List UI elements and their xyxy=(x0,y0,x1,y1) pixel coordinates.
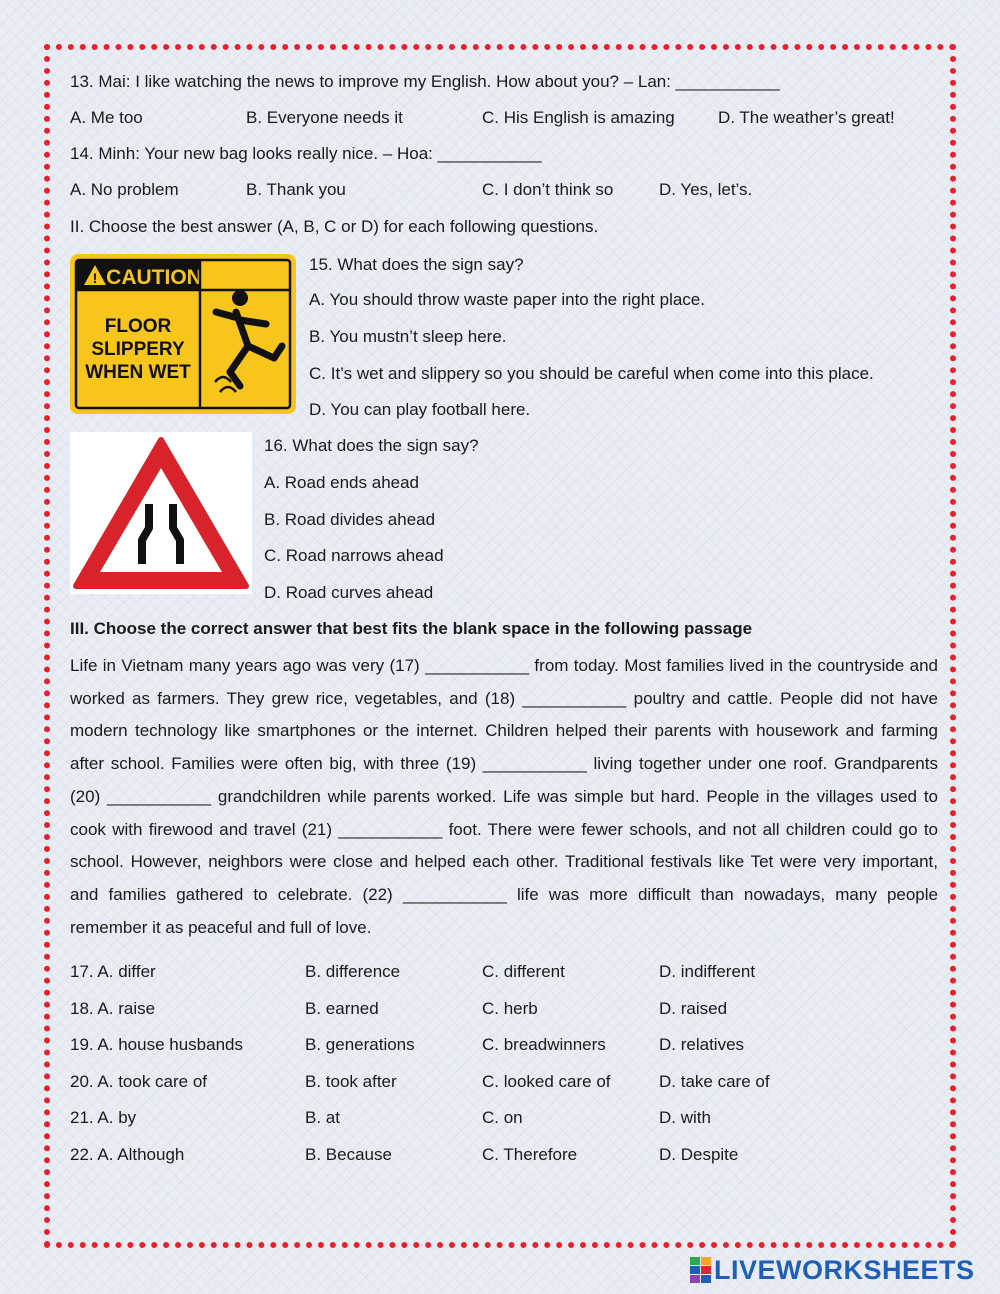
liveworksheets-logo[interactable] xyxy=(690,1253,975,1287)
q15-option-b[interactable]: B. You mustn’t sleep here. xyxy=(309,327,507,346)
q16-option-d[interactable]: D. Road curves ahead xyxy=(264,583,434,602)
q22-option-c[interactable]: C. Therefore xyxy=(482,1145,578,1164)
q18-option-d[interactable]: D. raised xyxy=(659,999,728,1018)
q21-option-d[interactable]: D. with xyxy=(659,1108,711,1127)
q16-option-b[interactable]: B. Road divides ahead xyxy=(264,510,436,529)
q14-option-c[interactable]: C. I don’t think so xyxy=(482,180,614,199)
sign-caution-header: CAUTION xyxy=(106,266,202,289)
sign-text-line-3: WHEN WET xyxy=(85,362,191,383)
q17-option-b[interactable]: B. difference xyxy=(305,962,401,981)
q20-option-a[interactable]: 20. A. took care of xyxy=(70,1072,208,1091)
q19-option-c[interactable]: C. breadwinners xyxy=(482,1035,606,1054)
q21-option-a[interactable]: 21. A. by xyxy=(70,1108,137,1127)
sign-text-line-2: SLIPPERY xyxy=(91,339,185,360)
q22-option-b[interactable]: B. Because xyxy=(305,1145,392,1164)
q21-option-c[interactable]: C. on xyxy=(482,1108,523,1127)
q21-option-b[interactable]: B. at xyxy=(305,1108,340,1127)
q13-option-b[interactable]: B. Everyone needs it xyxy=(246,108,403,127)
question-14-prompt: 14. Minh: Your new bag looks really nice. – Hoa: ___________ xyxy=(70,144,542,163)
question-13-prompt: 13. Mai: I like watching the news to improve my English. How about you? – Lan: ___________ xyxy=(70,72,780,91)
q20-option-b[interactable]: B. took after xyxy=(305,1072,397,1091)
sign-text-line-1: FLOOR xyxy=(104,316,172,337)
q14-option-b[interactable]: B. Thank you xyxy=(246,180,346,199)
q19-option-a[interactable]: 19. A. house husbands xyxy=(70,1035,243,1054)
q19-option-d[interactable]: D. relatives xyxy=(659,1035,745,1054)
road-narrows-sign xyxy=(70,432,252,594)
q14-option-d[interactable]: D. Yes, let’s. xyxy=(659,180,753,199)
caution-floor-slippery-sign xyxy=(70,254,296,414)
question-15-prompt: 15. What does the sign say? xyxy=(309,255,524,274)
q22-option-d[interactable]: D. Despite xyxy=(659,1145,739,1164)
q13-option-d[interactable]: D. The weather’s great! xyxy=(718,108,895,127)
q17-option-a[interactable]: 17. A. differ xyxy=(70,962,156,981)
question-16-prompt: 16. What does the sign say? xyxy=(264,436,479,455)
svg-text:!: ! xyxy=(92,270,98,286)
q20-option-c[interactable]: C. looked care of xyxy=(482,1072,611,1091)
q20-option-d[interactable]: D. take care of xyxy=(659,1072,770,1091)
q15-option-a[interactable]: A. You should throw waste paper into the right place. xyxy=(309,290,705,309)
q15-option-c[interactable]: C. It’s wet and slippery so you should be careful when come into this place. xyxy=(309,364,874,383)
q19-option-b[interactable]: B. generations xyxy=(305,1035,415,1054)
q13-option-c[interactable]: C. His English is amazing xyxy=(482,108,675,127)
q13-option-a[interactable]: A. Me too xyxy=(70,108,143,127)
section-3-heading: III. Choose the correct answer that best fits the blank space in the following passage xyxy=(70,619,753,638)
q22-option-a[interactable]: 22. A. Although xyxy=(70,1145,185,1164)
section-2-heading: II. Choose the best answer (A, B, C or D) for each following questions. xyxy=(70,217,599,236)
q15-option-d[interactable]: D. You can play football here. xyxy=(309,400,531,419)
q16-option-a[interactable]: A. Road ends ahead xyxy=(264,473,420,492)
q18-option-b[interactable]: B. earned xyxy=(305,999,379,1018)
q14-option-a[interactable]: A. No problem xyxy=(70,180,179,199)
liveworksheets-logo-icon xyxy=(690,1257,712,1283)
reading-passage: Life in Vietnam many years ago was very (17) ___________ from today. Most families lived in the countryside and worked as farmers. They grew rice, vegetables, and (18) ___________ poultry and cattle. People did not have modern technology like smartphones or the internet. Children helped their parents with housework and farming after school. Families were often big, with three (19) ___________ living together under one roof. Grandparents (20) ___________ grandchildren while parents worked. Life was simple but hard. People in the villages used to cook with firewood and travel (21) ___________ foot. There were fewer schools, and not all children could go to school. However, neighbors were close and helped each other. Traditional festivals like Tet were very important, and families gathered to celebrate. (22) ___________ life was more difficult than nowadays, many people remember it as peaceful and full of love. xyxy=(70,656,938,937)
q16-option-c[interactable]: C. Road narrows ahead xyxy=(264,546,444,565)
q18-option-a[interactable]: 18. A. raise xyxy=(70,999,156,1018)
q18-option-c[interactable]: C. herb xyxy=(482,999,538,1018)
q17-option-d[interactable]: D. indifferent xyxy=(659,962,756,981)
q17-option-c[interactable]: C. different xyxy=(482,962,565,981)
liveworksheets-logo-text: LIVEWORKSHEETS xyxy=(714,1254,975,1285)
